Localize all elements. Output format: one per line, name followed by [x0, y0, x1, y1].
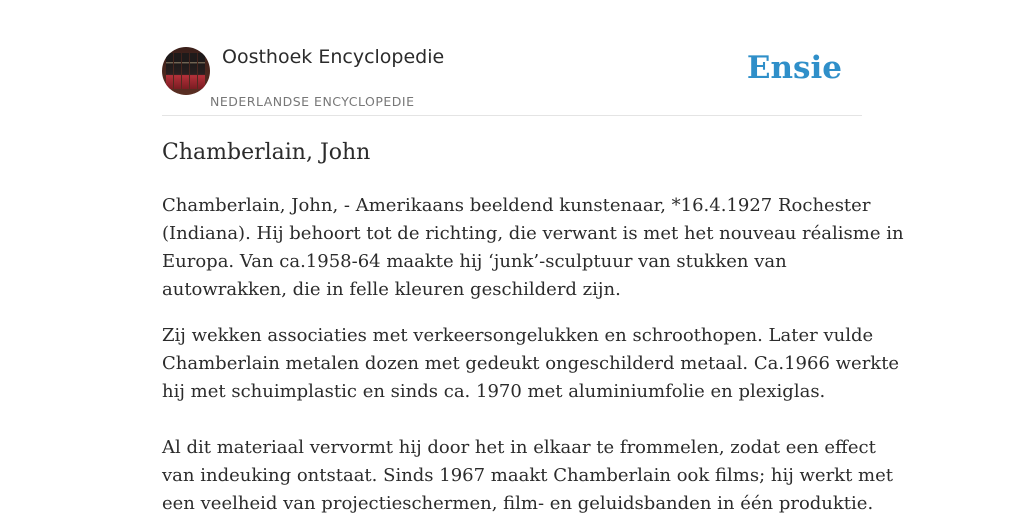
source-subtitle: NEDERLANDSE ENCYCLOPEDIE: [210, 94, 415, 109]
page-container: [162, 0, 904, 514]
article-title: Chamberlain, John: [162, 140, 371, 165]
book-spine-icon: [166, 53, 173, 89]
text-line: Al dit materiaal vervormt hij door het in elkaar te frommelen, zodat een effect: [162, 437, 876, 458]
book-spine-icon: [198, 53, 205, 89]
book-spine-icon: [190, 53, 197, 89]
text-line: Chamberlain metalen dozen met gedeukt ongeschilderd metaal. Ca.1966 werkte: [162, 353, 900, 374]
paragraph-spacer: [162, 304, 862, 322]
text-line: Europa. Van ca.1958-64 maakte hij ‘junk’-sculptuur van stukken van: [162, 251, 787, 272]
text-line: hij met schuimplastic en sinds ca. 1970 met aluminiumfolie en plexiglas.: [162, 381, 826, 402]
text-line: Zij wekken associaties met verkeersongelukken en schroothopen. Later vulde: [162, 325, 874, 346]
brand-logo[interactable]: Ensie: [746, 50, 842, 86]
book-spine-icon: [174, 53, 181, 89]
source-avatar[interactable]: [162, 47, 210, 95]
text-line: Chamberlain, John, - Amerikaans beeldend kunstenaar, *16.4.1927 Rochester: [162, 195, 871, 216]
text-line: autowrakken, die in felle kleuren geschilderd zijn.: [162, 279, 621, 300]
paragraph-spacer: [162, 406, 862, 434]
source-header: [162, 0, 862, 116]
article-body: [162, 192, 904, 518]
text-line: van indeuking ontstaat. Sinds 1967 maakt Chamberlain ook films; hij werkt met: [162, 465, 893, 486]
source-title[interactable]: Oosthoek Encyclopedie: [222, 46, 445, 68]
book-spine-icon: [182, 53, 189, 89]
text-line: (Indiana). Hij behoort tot de richting, die verwant is met het nouveau réalisme in: [162, 223, 904, 244]
text-line: een veelheid van projectieschermen, film- en geluidsbanden in één produktie.: [162, 493, 874, 514]
